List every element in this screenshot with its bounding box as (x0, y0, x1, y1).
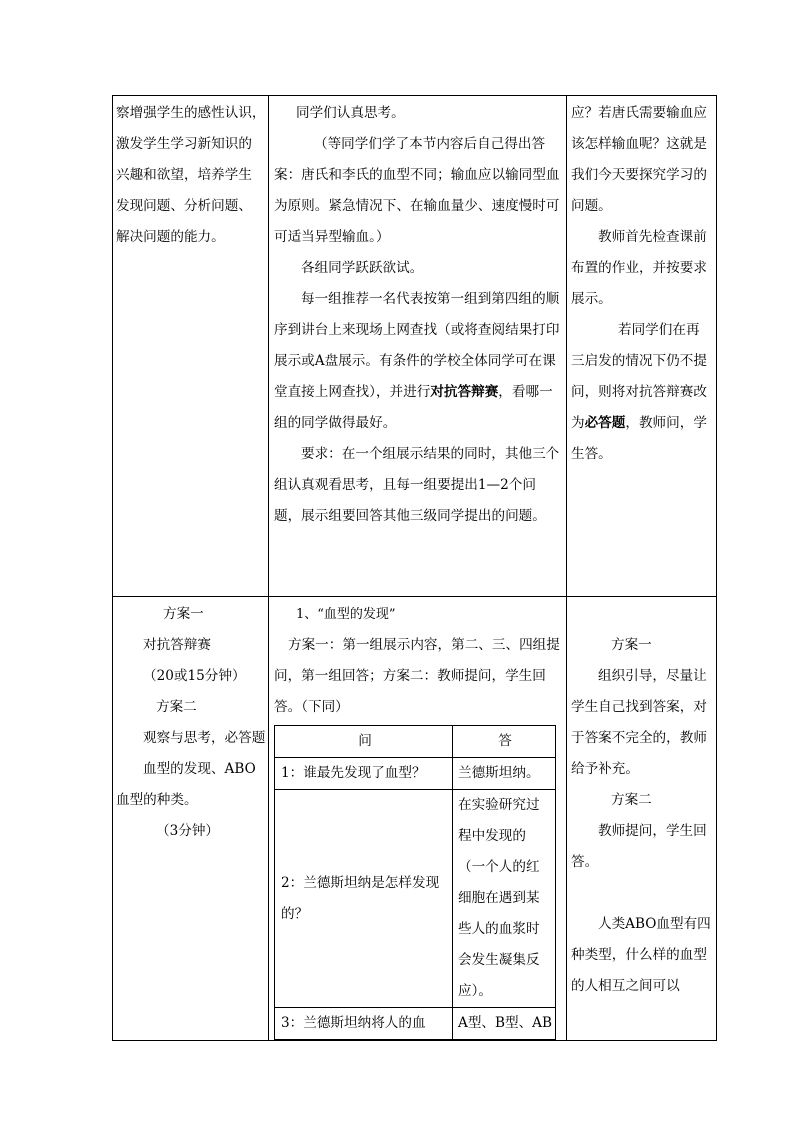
teacher-bold-text: 必答题 (584, 415, 626, 431)
objective-cell (113, 96, 269, 597)
teacher-paragraph: 应？若唐氏需要输血应该怎样输血呢？这就是我们今天要探究学习的问题。 (571, 105, 707, 214)
teacher-text: ，教师问，学生答。 (571, 415, 707, 462)
activity-paragraph: 要求：在一个组展示结果的同时，其他三个组认真观看思考，且每一组要提出1—2个问题，展示组要回答其他三级同学提出的问题。 (274, 446, 560, 524)
answer-cell: 在实验研究过程中发现的（一个人的红细胞在遇到某些人的血浆时会发生凝集反应）。 (453, 790, 556, 1008)
activity-bold-text: 对抗答辩赛 (430, 384, 499, 400)
teacher-paragraph (571, 315, 712, 470)
question-cell: 3：兰德斯坦纳将人的血 (275, 1008, 453, 1040)
activity-paragraph: （等同学们学了本节内容后自己得出答案：唐氏和李氏的血型不同；输血应以输同型血为原则。紧急情况下、在输血量少、速度慢时可可适当异型输血。） (274, 136, 560, 245)
question-cell: 2：兰德斯坦纳是怎样发现的？ (275, 790, 453, 1008)
content-cell (269, 597, 567, 1041)
plan-line: 对抗答辩赛 (143, 637, 211, 653)
activity-paragraph: 各组同学跃跃欲试。 (301, 260, 424, 276)
objective-line: 发现问题、分析问题、 (116, 198, 252, 214)
plan-intro: 方案一：第一组展示内容，第二、三、四组提问，第一组回答；方案二：教师提问，学生回答。（下同） (274, 637, 560, 715)
teacher-activity-cell (567, 96, 717, 597)
spacer (571, 878, 712, 909)
guidance-line: 方案二 (611, 792, 652, 808)
plan-line: 血型的发现、ABO血型的种类。 (116, 761, 256, 808)
qa-row (275, 758, 556, 790)
activity-paragraph: 同学们认真思考。 (296, 105, 405, 121)
lesson-plan-table (112, 95, 717, 1041)
plan-line: 方案一 (163, 606, 204, 622)
objective-line: 兴趣和欲望，培养学生 (116, 167, 252, 183)
guidance-line: 教师提问，学生回答。 (571, 823, 707, 870)
activity-paragraph (274, 284, 562, 439)
plan-line: （20或15分钟） (143, 668, 246, 684)
answer-header: 答 (453, 726, 556, 758)
plan-cell (113, 597, 269, 1041)
plan-line: （3分钟） (156, 823, 220, 839)
activity-text: 每一组推荐一名代表按第一组到第四组的顺序到讲台上来现场上网查找（或将查阅结果打印展示或A盘展示。有条件的学校全体同学可在课堂直接上网查找），并进行 (274, 291, 560, 400)
objective-line: 察增强学生的感性认识， (116, 105, 266, 121)
spacer (571, 599, 712, 630)
plan-line: 方案二 (156, 699, 197, 715)
student-activity-cell (269, 96, 567, 597)
qa-table (274, 725, 556, 1040)
guidance-line: 人类ABO血型有四种类型，什么样的血型的人相互之间可以 (571, 916, 711, 994)
qa-row (275, 1008, 556, 1040)
guidance-line: 方案一 (611, 637, 652, 653)
guidance-line: 组织引导，尽量让学生自己找到答案，对于答案不完全的，教师给予补充。 (571, 668, 707, 777)
question-header: 问 (275, 726, 453, 758)
qa-header-row (275, 726, 556, 758)
guidance-cell (567, 597, 717, 1041)
activity-text: ，看哪一组的同学做得最好。 (274, 384, 553, 431)
answer-cell: 兰德斯坦纳。 (453, 758, 556, 790)
plan-line: 观察与思考，必答题 (143, 730, 266, 746)
table-row (113, 96, 717, 597)
teacher-text: 若同学们在再三启发的情况下仍不提问，则将对抗答辩赛改为 (571, 322, 707, 431)
objective-line: 激发学生学习新知识的 (116, 136, 252, 152)
answer-cell: A型、B型、AB (453, 1008, 556, 1040)
objective-line: 解决问题的能力。 (116, 229, 225, 245)
qa-row (275, 790, 556, 1008)
table-row (113, 597, 717, 1041)
section-title: 1、“血型的发现” (296, 607, 396, 622)
question-cell: 1：谁最先发现了血型？ (275, 758, 453, 790)
teacher-paragraph: 教师首先检查课前布置的作业，并按要求展示。 (571, 229, 707, 307)
